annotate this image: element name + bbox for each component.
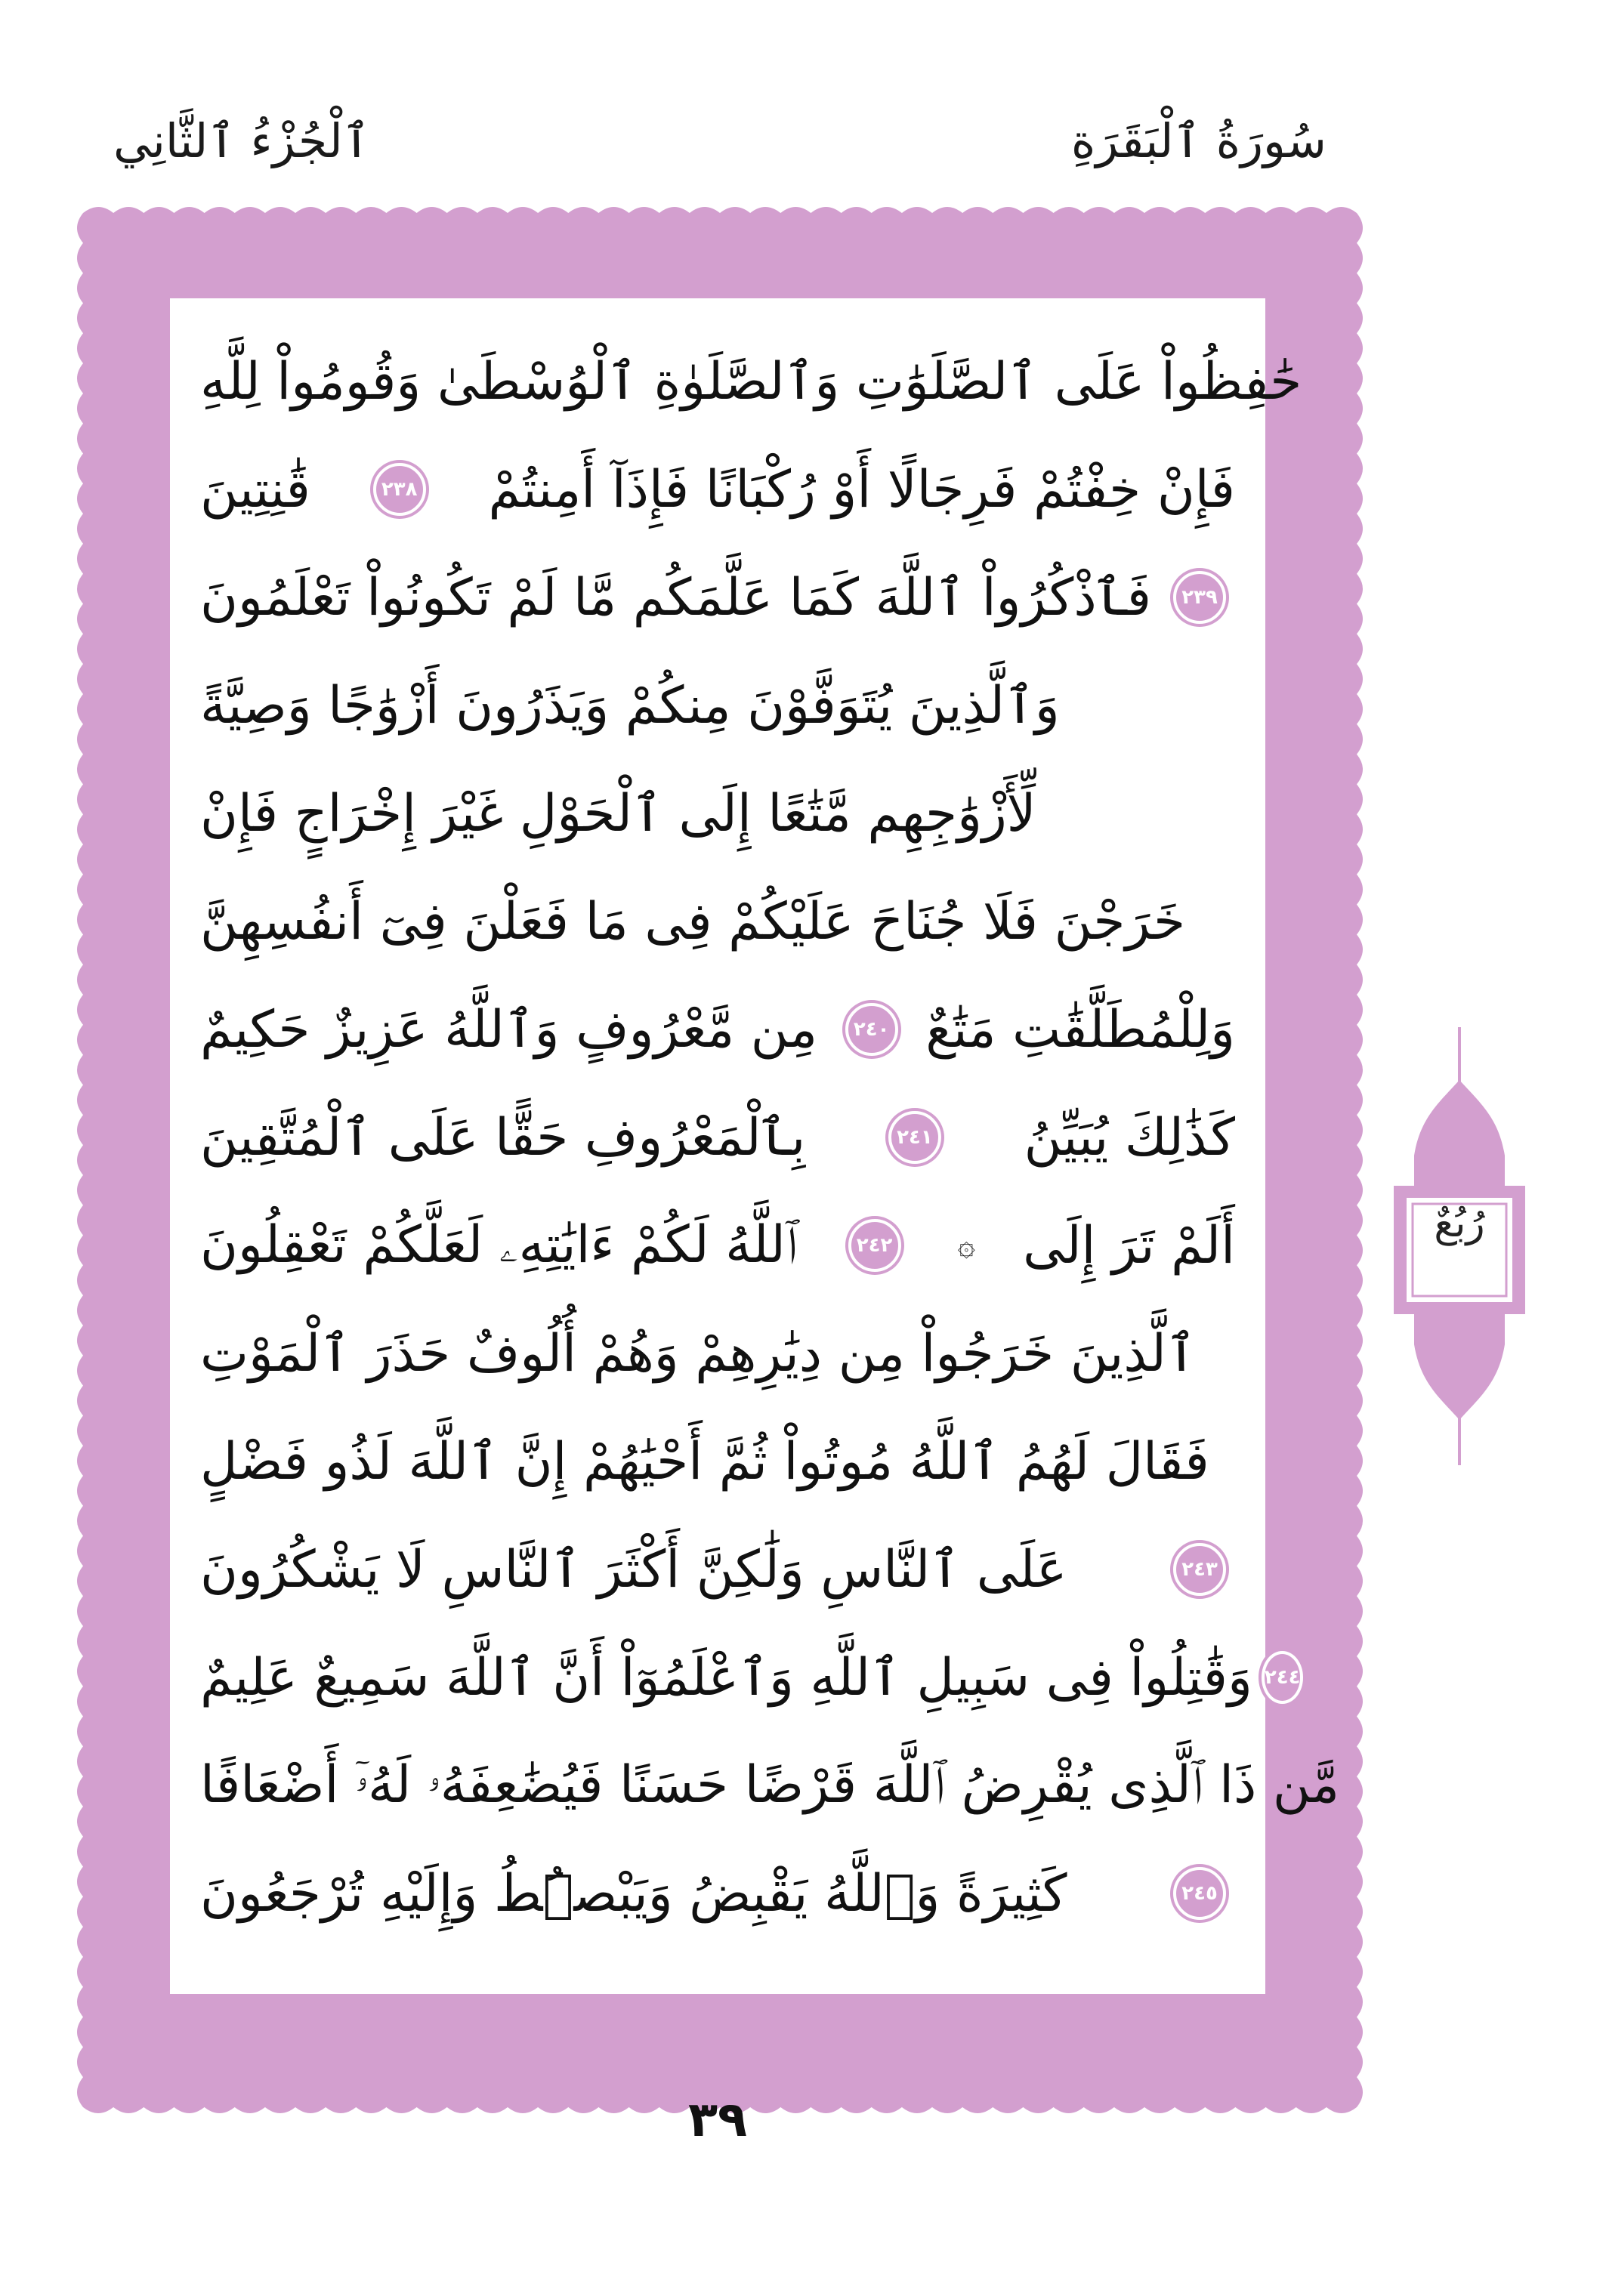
verse-text: وَٱلَّذِينَ يُتَوَفَّوْنَ مِنكُمْ وَيَذَرُونَ أَزْوَٰجًا وَصِيَّةً [200,676,1060,736]
verse-text: ٱلَّذِينَ خَرَجُواْ مِن دِيَٰرِهِمْ وَهُمْ أُلُوفٌ حَذَرَ ٱلْمَوْتِ [200,1324,1197,1384]
verse-text: عَلَى ٱلنَّاسِ وَلَٰكِنَّ أَكْثَرَ ٱلنَّاسِ لَا يَشْكُرُونَ [200,1540,1067,1600]
ayah-number-marker: ٢٤٤ [1262,1651,1304,1704]
verse-line [200,1625,1301,1730]
verse-line [200,977,1235,1082]
ayah-number-marker: ٢٣٩ [1173,571,1226,624]
verse-line [200,869,1235,974]
verse-line [200,1301,1235,1406]
juz-name-header: ٱلْجُزْءُ ٱلثَّانِي [113,113,371,168]
verse-text: لِّأَزْوَٰجِهِم مَّتَٰعًا إِلَى ٱلْحَوْلِ غَيْرَ إِخْرَاجٍ فَإِنْ [200,784,1036,844]
verse-text: كَذَٰلِكَ يُبَيِّنُ [1024,1107,1235,1168]
verse-text: وَقَٰتِلُواْ فِى سَبِيلِ ٱللَّهِ وَٱعْلَمُوٓاْ أَنَّ ٱللَّهَ سَمِيعٌ عَلِيمٌ [200,1648,1252,1708]
verse-text: حَٰفِظُواْ عَلَى ٱلصَّلَوَٰتِ وَٱلصَّلَوٰةِ ٱلْوُسْطَىٰ وَقُومُواْ لِلَّهِ [200,352,1302,412]
verse-text: بِٱلْمَعْرُوفِ حَقًّا عَلَى ٱلْمُتَّقِينَ [200,1108,806,1168]
verse-text: مَّن ذَا ٱلَّذِى يُقْرِضُ ٱللَّهَ قَرْضًا حَسَنًا فَيُضَٰعِفَهُۥ لَهُۥٓ أَضْعَافًا [200,1755,1340,1815]
hizb-star-icon: ۞ [957,1228,976,1263]
verse-line [200,329,1302,434]
verse-text: فَقَالَ لَهُمُ ٱللَّهُ مُوتُواْ ثُمَّ أَحْيَٰهُمْ إِنَّ ٱللَّهَ لَذُو فَضْلٍ [200,1432,1209,1492]
verse-panel [170,298,1340,1994]
verse-line [200,1841,1235,1946]
verse-text: قَٰنِتِينَ [200,459,310,520]
ayah-number-marker: ٢٤٥ [1173,1867,1226,1920]
verse-line [200,437,1235,542]
surah-name-header: سُورَةُ ٱلْبَقَرَةِ [1070,113,1326,168]
verse-text: ٱللَّهُ لَكُمْ ءَايَٰتِهِۦ لَعَلَّكُمْ تَعْقِلُونَ [200,1215,798,1275]
verse-line [200,1517,1235,1622]
verse-text: كَثِيرَةً وَٱللَّهُ يَقْبِضُ وَيَبْصُۜطُ وَإِلَيْهِ تُرْجَعُونَ [200,1863,1067,1924]
verse-text: فَٱذْكُرُواْ ٱللَّهَ كَمَا عَلَّمَكُم مَّا لَمْ تَكُونُواْ تَعْلَمُونَ [200,568,1151,628]
verse-line [200,545,1235,650]
page-number: ٣٩ [687,2092,748,2148]
rub-label: رُبُعٌ [1434,1201,1485,1246]
verse-text: وَلِلْمُطَلَّقَٰتِ مَتَٰعٌ [925,999,1235,1060]
ayah-number-marker: ٢٤٠ [845,1003,898,1056]
ayah-number-marker: ٢٤٣ [1173,1543,1226,1596]
verse-text: مِن مَّعْرُوفٍ وَٱللَّهُ عَزِيزٌ حَكِيمٌ [200,1000,817,1060]
verse-line [200,1085,1235,1190]
verse-text: فَإِنْ خِفْتُمْ فَرِجَالًا أَوْ رُكْبَانًا فَإِذَآ أَمِنتُمْ [488,459,1235,520]
verse-line [200,1733,1340,1838]
verse-line [200,653,1235,758]
ayah-number-marker: ٢٤١ [888,1111,941,1164]
verse-line [200,761,1235,866]
ayah-number-marker: ٢٤٢ [848,1219,901,1272]
rub-ornament [1394,1027,1525,1465]
ayah-number-marker: ٢٣٨ [373,463,426,516]
verse-line [200,1409,1235,1514]
verse-text: أَلَمْ تَرَ إِلَى [1023,1215,1235,1276]
verse-text: خَرَجْنَ فَلَا جُنَاحَ عَلَيْكُمْ فِى مَا فَعَلْنَ فِىٓ أَنفُسِهِنَّ [200,891,1186,952]
verse-line [200,1193,1235,1298]
